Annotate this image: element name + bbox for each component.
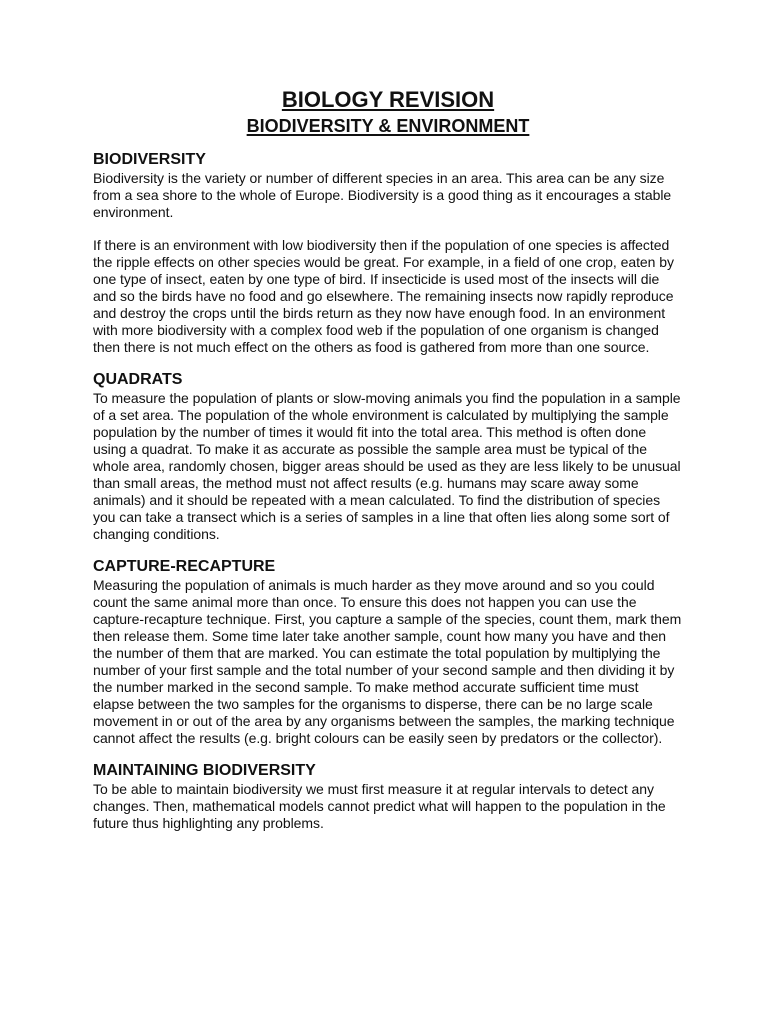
section-heading: QUADRATS [93, 371, 183, 388]
section-heading: MAINTAINING BIODIVERSITY [93, 762, 316, 779]
section-quadrats [93, 370, 683, 543]
paragraph: Measuring the population of animals is much harder as they move around and so you could count the same animal more than once. To ensure this does not happen you can use the capture-recapture technique. First, you capture a sample of the species, count them, mark them then release them. Some time later take another sample, count how many you have and then the number of them that are marked. You can estimate the total population by multiplying the number of your first sample and the total number of your second sample and then dividing it by the number marked in the second sample. To make method accurate sufficient time must elapse between the two samples for the organisms to disperse, there can be no large scale movement in or out of the area by any organisms between the samples, the marking technique cannot affect the results (e.g. bright colours can be easily seen by predators or the collector). [93, 577, 682, 746]
document-title: BIOLOGY REVISION [281, 87, 495, 112]
paragraph: If there is an environment with low biodiversity then if the population of one species is affected the ripple effects on other species would be great. For example, in a field of one crop, eaten by one type of insect, eaten by one type of bird. If insecticide is used most of the insects will die and so the birds have no food and go elsewhere. The remaining insects now rapidly reproduce and destroy the crops until the birds return as they now have enough food. In an environment with more biodiversity with a complex food web if the population of one organism is changed then there is not much effect on the others as food is gathered from more than one source. [93, 237, 674, 355]
document-subtitle: BIODIVERSITY & ENVIRONMENT [246, 116, 530, 136]
section-heading: BIODIVERSITY [93, 151, 206, 168]
document-page [93, 86, 683, 846]
section-maintaining-biodiversity [93, 761, 683, 832]
section-biodiversity [93, 150, 683, 356]
paragraph: Biodiversity is the variety or number of different species in an area. This area can be any size from a sea shore to the whole of Europe. Biodiversity is a good thing as it encourages a stable environment. [93, 170, 672, 220]
paragraph: To measure the population of plants or slow-moving animals you find the population in a sample of a set area. The population of the whole environment is calculated by multiplying the sample population by the number of times it would fit into the total area. This method is often done using a quadrat. To make it as accurate as possible the sample area must be typical of the whole area, randomly chosen, bigger areas should be used as they are less likely to be unusual than small areas, the method must not affect results (e.g. humans may scare away some animals) and it should be repeated with a mean calculated. To find the distribution of species you can take a transect which is a series of samples in a line that often lies along some sort of changing conditions. [93, 390, 681, 542]
section-capture-recapture [93, 557, 683, 747]
paragraph: To be able to maintain biodiversity we must first measure it at regular intervals to detect any changes. Then, mathematical models cannot predict what will happen to the population in the future thus highlighting any problems. [93, 781, 666, 831]
section-heading: CAPTURE-RECAPTURE [93, 558, 276, 575]
